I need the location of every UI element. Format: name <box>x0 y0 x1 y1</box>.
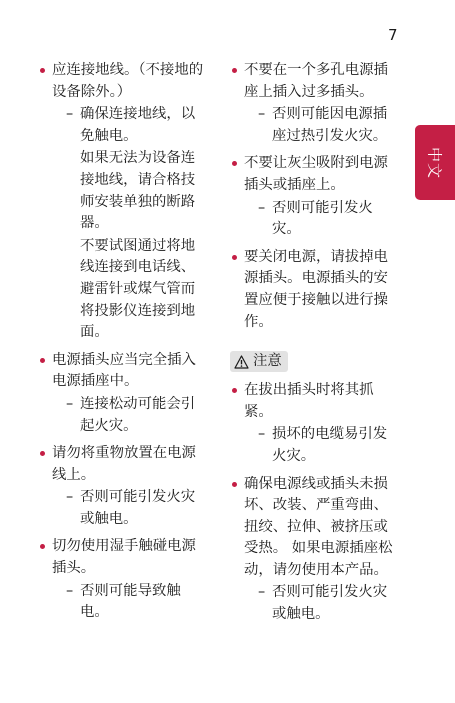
language-tab <box>415 125 455 200</box>
dash-marker: – <box>66 582 74 599</box>
bullet-dot <box>232 161 237 166</box>
sub-item <box>244 582 396 625</box>
sub-paragraph: 不要试图通过将地线连接到电话线、避雷针或煤气管而将投影仪连接到地面。 <box>80 237 196 341</box>
list-item <box>228 474 396 626</box>
bullet-dot <box>40 451 45 456</box>
dash-marker: – <box>66 106 74 123</box>
sub-item <box>244 198 396 241</box>
dash-marker: – <box>258 106 266 123</box>
sub-paragraph: 如果无法为设备连接地线，请合格技师安装单独的断路器。 <box>80 150 196 232</box>
warning-triangle-icon <box>234 355 249 369</box>
list-item <box>228 60 396 147</box>
bullet-dot <box>40 544 45 549</box>
caution-heading <box>230 351 288 372</box>
sub-item <box>244 424 396 467</box>
dash-marker: – <box>258 426 266 443</box>
sub-item-text: 损坏的电缆易引发火灾。 <box>272 426 388 464</box>
sub-item-text: 否则可能导致触电。 <box>80 582 181 621</box>
bullet-dot <box>232 482 237 487</box>
bullet-dot <box>232 388 237 393</box>
item-text: 电源插头应当完全插入电源插座中。 <box>52 351 196 390</box>
item-text: 请勿将重物放置在电源线上。 <box>52 445 196 483</box>
sub-item-text: 否则可能引发火灾。 <box>272 199 373 238</box>
list-item <box>228 380 396 467</box>
bullet-dot <box>232 68 237 73</box>
sub-item <box>52 104 208 147</box>
sub-item <box>52 581 208 624</box>
bullet-dot <box>40 358 45 363</box>
item-text: 不要在一个多孔电源插座上插入过多插头。 <box>244 62 388 100</box>
list-item <box>36 350 208 437</box>
left-column <box>36 60 208 630</box>
right-column <box>228 60 396 632</box>
item-text: 不要让灰尘吸附到电源插头或插座上。 <box>244 155 388 193</box>
item-text: 应连接地线。（不接地的设备除外。） <box>52 62 204 100</box>
item-text: 确保电源线或插头未损坏、改装、严重弯曲、扭绞、拉伸、被挤压或受热。 如果电源插座松动，请勿使用本产品。 <box>244 475 393 578</box>
list-item <box>228 247 396 333</box>
dash-marker: – <box>66 395 74 412</box>
dash-marker: – <box>258 584 266 601</box>
dash-marker: – <box>258 199 266 216</box>
sub-item <box>52 487 208 530</box>
right-caution-list <box>228 380 396 626</box>
item-text: 在拔出插头时将其抓紧。 <box>244 382 374 420</box>
right-warning-list <box>228 60 396 333</box>
item-text: 要关闭电源，请拔掉电源插头。电源插头的安置应便于接触以进行操作。 <box>244 248 388 330</box>
list-item <box>36 60 208 344</box>
list-item <box>228 153 396 240</box>
list-item <box>36 443 208 530</box>
bullet-dot <box>232 255 237 260</box>
sub-item-text: 确保连接地线，以免触电。 <box>80 106 196 144</box>
language-tab-label: 中文 <box>425 146 444 179</box>
sub-item <box>52 394 208 437</box>
page-number: 7 <box>388 26 398 44</box>
caution-label: 注意 <box>253 352 282 369</box>
list-item <box>36 536 208 623</box>
dash-marker: – <box>66 489 74 506</box>
sub-item-text: 否则可能引发火灾或触电。 <box>80 489 196 527</box>
bullet-dot <box>40 68 45 73</box>
sub-item <box>244 104 396 147</box>
sub-item-text: 否则可能因电源插座过热引发火灾。 <box>272 106 388 144</box>
sub-item-text: 连接松动可能会引起火灾。 <box>80 395 196 434</box>
sub-item-text: 否则可能引发火灾或触电。 <box>272 584 388 623</box>
item-text: 切勿使用湿手触碰电源插头。 <box>52 538 196 577</box>
